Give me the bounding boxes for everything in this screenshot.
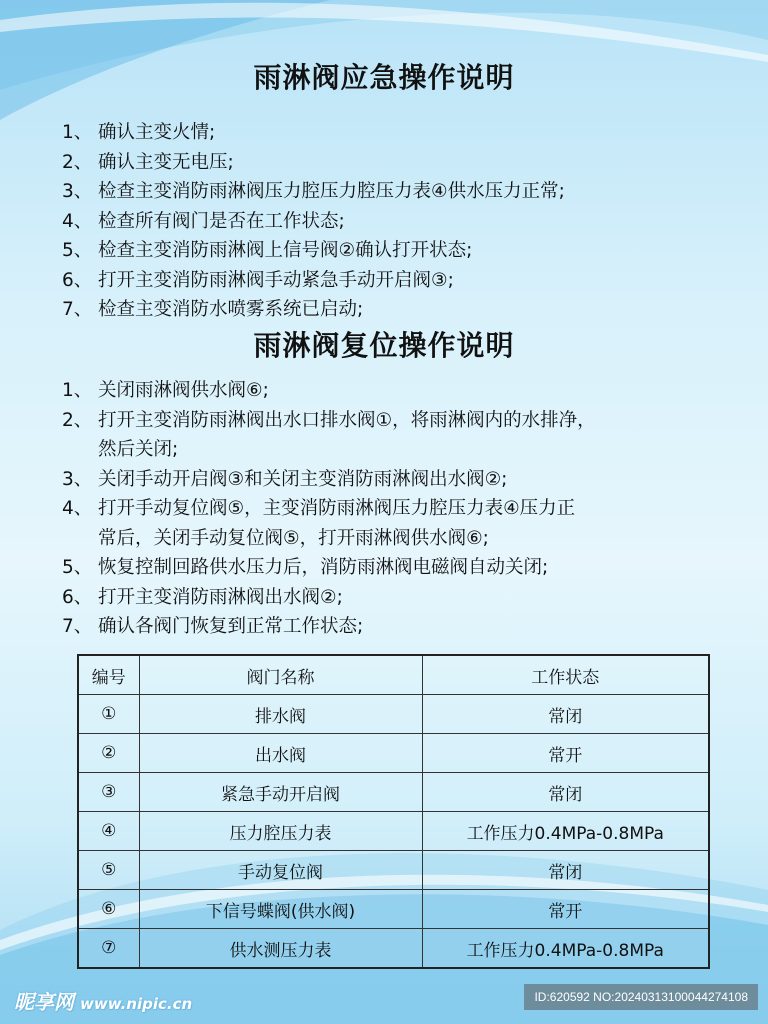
- table-row: [78, 773, 709, 812]
- table-row: [78, 812, 709, 851]
- watermark-logo-text: 昵享网: [14, 990, 74, 1014]
- emergency-steps: [62, 118, 742, 325]
- emergency-title: 雨淋阀应急操作说明: [253, 61, 515, 94]
- cell-number: ①: [78, 695, 139, 734]
- cell-valve-name: 手动复位阀: [139, 851, 422, 890]
- cell-number: ③: [78, 773, 139, 812]
- list-item: 7、 确认各阀门恢复到正常工作状态;: [62, 616, 364, 637]
- table-header-row: [78, 655, 709, 695]
- list-item: 2、 确认主变无电压;: [62, 151, 234, 173]
- cell-number: ⑥: [78, 890, 139, 929]
- list-item: 6、 打开主变消防雨淋阀手动紧急手动开启阀③;: [62, 269, 454, 291]
- table-row: [78, 734, 709, 773]
- list-item: 5、 恢复控制回路供水压力后，消防雨淋阀电磁阀自动关闭;: [62, 557, 549, 578]
- list-item: 1、 确认主变火情;: [62, 122, 216, 143]
- cell-valve-name: 下信号蝶阀(供水阀): [139, 890, 422, 929]
- table-row: [78, 890, 709, 929]
- cell-state: 工作压力0.4MPa-0.8MPa: [422, 929, 709, 969]
- cell-number: ⑦: [78, 929, 139, 969]
- cell-state: 常开: [422, 890, 709, 929]
- header-valve-name: 阀门名称: [139, 655, 422, 695]
- cell-number: ②: [78, 734, 139, 773]
- cell-valve-name: 紧急手动开启阀: [139, 773, 422, 812]
- list-item: 4、 打开手动复位阀⑤，主变消防雨淋阀压力腔压力表④压力正 常后，关闭手动复位阀⑤，打开雨淋阀供水阀⑥;: [62, 498, 576, 549]
- list-item: 1、 关闭雨淋阀供水阀⑥;: [62, 380, 269, 401]
- list-item: 6、 打开主变消防雨淋阀出水阀②;: [62, 586, 343, 608]
- table-row: [78, 929, 709, 969]
- reset-title: 雨淋阀复位操作说明: [253, 329, 515, 362]
- cell-state: 工作压力0.4MPa-0.8MPa: [422, 812, 709, 851]
- reset-steps: [62, 376, 742, 642]
- list-item: 4、 检查所有阀门是否在工作状态;: [62, 210, 345, 232]
- list-item: 3、 关闭手动开启阀③和关闭主变消防雨淋阀出水阀②;: [62, 468, 508, 490]
- watermark-logo: [14, 986, 192, 1015]
- valve-table: [77, 654, 710, 969]
- cell-valve-name: 出水阀: [139, 734, 422, 773]
- header-work-state: 工作状态: [422, 655, 709, 695]
- watermark-id: ID:620592 NO:20240313100044274108: [524, 984, 758, 1010]
- cell-state: 常闭: [422, 773, 709, 812]
- cell-valve-name: 压力腔压力表: [139, 812, 422, 851]
- cell-state: 常闭: [422, 695, 709, 734]
- list-item: 5、 检查主变消防雨淋阀上信号阀②确认打开状态;: [62, 240, 473, 261]
- cell-state: 常闭: [422, 851, 709, 890]
- cell-state: 常开: [422, 734, 709, 773]
- list-item: 3、 检查主变消防雨淋阀压力腔压力腔压力表④供水压力正常;: [62, 181, 565, 202]
- table-row: [78, 695, 709, 734]
- table-row: [78, 851, 709, 890]
- list-item: 7、 检查主变消防水喷雾系统已启动;: [62, 299, 364, 320]
- list-item: 2、 打开主变消防雨淋阀出水口排水阀①，将雨淋阀内的水排净， 然后关闭;: [62, 409, 596, 460]
- cell-number: ⑤: [78, 851, 139, 890]
- cell-valve-name: 排水阀: [139, 695, 422, 734]
- cell-valve-name: 供水测压力表: [139, 929, 422, 969]
- watermark-url: www.nipic.cn: [80, 995, 193, 1013]
- header-number: 编号: [78, 655, 139, 695]
- cell-number: ④: [78, 812, 139, 851]
